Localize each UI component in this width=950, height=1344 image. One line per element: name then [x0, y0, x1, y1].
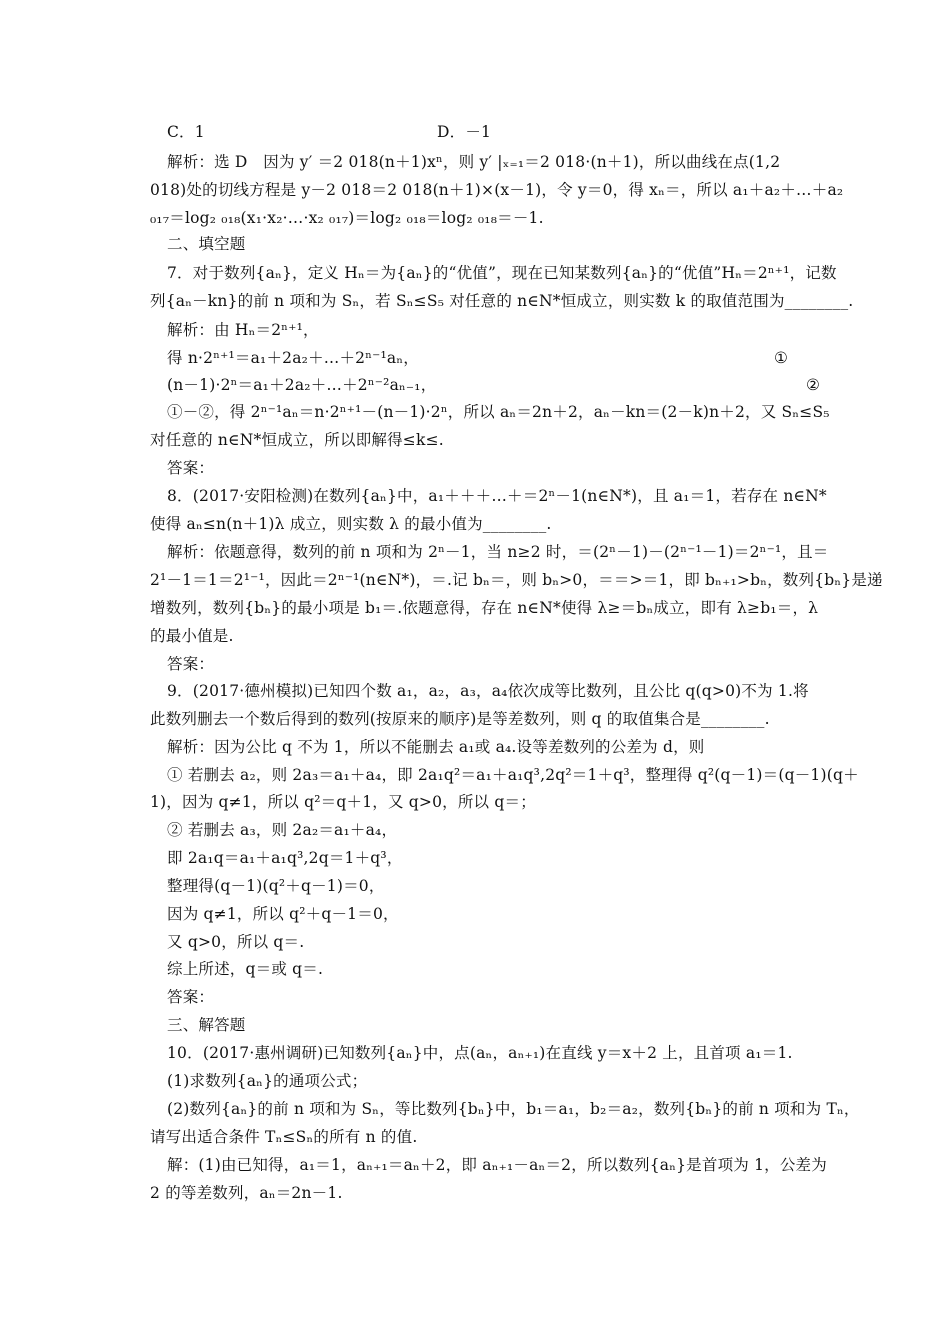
answer-label: 答案： [167, 459, 215, 477]
text-line: 列{aₙ－kn}的前 n 项和为 Sₙ，若 Sₙ≤S₅ 对任意的 n∈N*恒成立，则实数 k 的取值范围为________. [150, 292, 854, 310]
text-line: 因为 q≠1，所以 q²＋q－1＝0， [167, 905, 399, 923]
section-heading: 二、填空题 [167, 235, 246, 253]
text-line: 的最小值是. [150, 627, 234, 645]
text-line: 018)处的切线方程是 y－2 018＝2 018(n＋1)×(x－1)，令 y＝0，得 xₙ＝，所以 a₁＋a₂＋…＋a₂ [150, 181, 844, 199]
text-line: 请写出适合条件 Tₙ≤Sₙ的所有 n 的值. [150, 1128, 418, 1146]
text-line: 使得 aₙ≤n(n＋1)λ 成立，则实数 λ 的最小值为________. [150, 515, 552, 533]
option-d: D．－1 [437, 123, 492, 141]
text-line: 解析：因为公比 q 不为 1，所以不能删去 a₁或 a₄.设等差数列的公差为 d，则 [167, 738, 705, 756]
text-line: 解析：依题意得，数列的前 n 项和为 2ⁿ－1，当 n≥2 时，＝(2ⁿ－1)－(2ⁿ⁻¹－1)＝2ⁿ⁻¹，且＝ [167, 543, 829, 561]
text-line: 增数列，数列{bₙ}的最小项是 b₁＝.依题意得，存在 n∈N*使得 λ≥＝bₙ成立，即有 λ≥b₁＝，λ [150, 599, 819, 617]
text-line: 1)，因为 q≠1，所以 q²＝q＋1，又 q>0，所以 q＝； [150, 793, 536, 811]
text-line: 对任意的 n∈N*恒成立，所以即解得≤k≤. [150, 431, 444, 449]
text-line: ② 若删去 a₃，则 2a₂＝a₁＋a₄， [167, 821, 398, 839]
text-line: 2 的等差数列，aₙ＝2n－1. [150, 1184, 343, 1202]
text-line: (2)数列{aₙ}的前 n 项和为 Sₙ，等比数列{bₙ}中，b₁＝a₁，b₂＝a₂，数列{bₙ}的前 n 项和为 Tₙ， [167, 1100, 860, 1118]
section-heading: 三、解答题 [167, 1016, 246, 1034]
text-line: ① 若删去 a₂，则 2a₃＝a₁＋a₄，即 2a₁q²＝a₁＋a₁q³,2q²＝1＋q³，整理得 q²(q－1)＝(q－1)(q＋ [167, 766, 859, 784]
option-c: C．1 [167, 123, 205, 141]
text-line: 综上所述，q＝或 q＝. [167, 960, 324, 978]
text-line: 2¹－1＝1＝2¹⁻¹，因此＝2ⁿ⁻¹(n∈N*)，＝.记 bₙ＝，则 bₙ>0，＝＝>＝1，即 bₙ₊₁>bₙ，数列{bₙ}是递 [150, 571, 883, 589]
text-line: 又 q>0，所以 q＝. [167, 933, 305, 951]
text-line: ₀₁₇＝log₂ ₀₁₈(x₁·x₂·…·x₂ ₀₁₇)＝log₂ ₀₁₈＝log₂ ₀₁₈＝－1. [150, 209, 544, 227]
text-line: 解：(1)由已知得，a₁＝1，aₙ₊₁＝aₙ＋2，即 aₙ₊₁－aₙ＝2，所以数列{aₙ}是首项为 1，公差为 [167, 1156, 827, 1174]
text-line: 此数列删去一个数后得到的数列(按原来的顺序)是等差数列，则 q 的取值集合是________. [150, 710, 770, 728]
question-10: 10．(2017·惠州调研)已知数列{aₙ}中，点(aₙ，aₙ₊₁)在直线 y＝x＋2 上，且首项 a₁＝1. [167, 1044, 793, 1062]
text-line: (1)求数列{aₙ}的通项公式； [167, 1072, 368, 1090]
text-line: 即 2a₁q＝a₁＋a₁q³,2q＝1＋q³， [167, 849, 403, 867]
text-line: 解析：选 D 因为 y′ ＝2 018(n＋1)xⁿ，则 y′ |ₓ₌₁＝2 018·(n＋1)，所以曲线在点(1,2 [167, 153, 781, 171]
answer-label: 答案： [167, 988, 215, 1006]
text-line: 整理得(q－1)(q²＋q－1)＝0， [167, 877, 385, 895]
text-line: 解析：由 Hₙ＝2ⁿ⁺¹， [167, 321, 319, 339]
answer-label: 答案： [167, 655, 215, 673]
question-9: 9．(2017·德州模拟)已知四个数 a₁，a₂，a₃，a₄依次成等比数列，且公比 q(q>0)不为 1.将 [167, 682, 809, 700]
question-7: 7．对于数列{aₙ}，定义 Hₙ＝为{aₙ}的“优值”，现在已知某数列{aₙ}的“优值”Hₙ＝2ⁿ⁺¹，记数 [167, 264, 837, 282]
question-8: 8．(2017·安阳检测)在数列{aₙ}中，a₁＋＋＋…＋＝2ⁿ－1(n∈N*)，且 a₁＝1，若存在 n∈N* [167, 487, 827, 505]
text-line: ①－②，得 2ⁿ⁻¹aₙ＝n·2ⁿ⁺¹－(n－1)·2ⁿ，所以 aₙ＝2n＋2，aₙ－kn＝(2－k)n＋2，又 Sₙ≤S₅ [167, 403, 830, 421]
equation-marker-1: ① [774, 349, 788, 367]
equation-marker-2: ② [806, 376, 820, 394]
equation-2: (n－1)·2ⁿ＝a₁＋2a₂＋…＋2ⁿ⁻²aₙ₋₁， [167, 376, 437, 394]
equation-1: 得 n·2ⁿ⁺¹＝a₁＋2a₂＋…＋2ⁿ⁻¹aₙ， [167, 349, 419, 367]
